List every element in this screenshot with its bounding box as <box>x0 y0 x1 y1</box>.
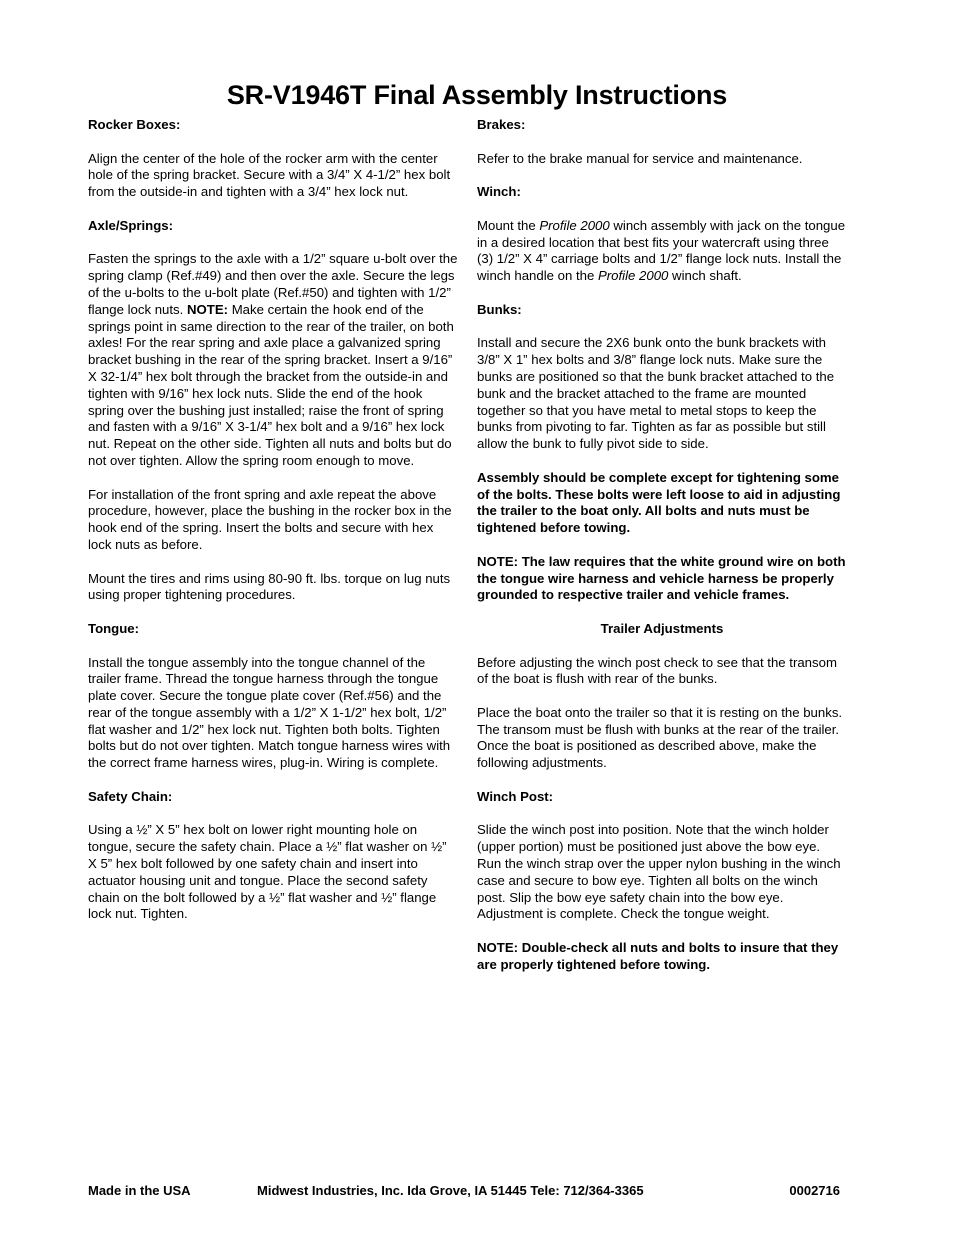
bunks-heading: Bunks: <box>477 301 522 317</box>
trailer-adjustments-heading: Trailer Adjustments <box>600 620 724 636</box>
tongue-text: Install the tongue assembly into the tongue channel of the trailer frame. Thread the tongue harness through the tongue plate cover. Secure the tongue plate cover (Ref.#56) and the rear of the tongue assembly with a 1/2” X 1-1/2” hex bolt, 1/2” flat washer and 1/2” hex lock nut. Tighten both bolts. Tighten bolts but do not over tighten. Match tongue harness wires with the correct frame harness wires, plug-in. Wiring is complete. <box>88 654 451 771</box>
safety-chain-text: Using a ½” X 5” hex bolt on lower right mounting hole on tongue, secure the safety chain. Place a ½” flat washer on ½” X 5” hex bolt followed by one safety chain and insert into actuator housing unit and tongue. Place the second safety chain on the bolt followed by a ½” flat washer and ½” flange lock nut. Tighten. <box>88 822 447 922</box>
winch-text-part-a: Mount the <box>477 217 536 233</box>
winch-model-name: Profile 2000 <box>539 217 610 233</box>
axle-note-label: NOTE: <box>186 301 229 317</box>
brakes-text: Refer to the brake manual for service and maintenance. <box>477 150 803 166</box>
adjustments-text-2: Place the boat onto the trailer so that it is resting on the bunks. The transom must be flush with bunks at the rear of the trailer. Once the boat is positioned as described above, make the following adjustments. <box>477 704 843 771</box>
axle-springs-text <box>88 251 458 469</box>
assembly-note: Assembly should be complete except for tightening some of the bolts. These bolts were left loose to aid in adjusting the trailer to the boat only. All bolts and nuts must be tightened before towing. <box>477 469 841 536</box>
adjustments-text-1: Before adjusting the winch post check to see that the transom of the boat is flush with rear of the bunks. <box>477 654 837 687</box>
final-note: NOTE: Double-check all nuts and bolts to insure that they are properly tightened before towing. <box>477 940 839 972</box>
left-column <box>88 117 458 940</box>
document-code: 0002716 <box>789 1183 840 1198</box>
made-in-usa: Made in the USA <box>88 1183 191 1198</box>
rocker-boxes-heading: Rocker Boxes: <box>88 117 181 132</box>
ground-wire-note: NOTE: The law requires that the white ground wire on both the tongue wire harness and vehicle harness be properly grounded to respective trailer and vehicle frames. <box>477 553 846 603</box>
front-spring-text: For installation of the front spring and axle repeat the above procedure, however, place the bushing in the rocker box in the hook end of the spring. Insert the bolts and secure with hex lock nuts as before. <box>88 486 452 552</box>
page-title: SR-V1946T Final Assembly Instructions <box>226 80 728 110</box>
winch-text <box>477 218 847 285</box>
axle-text-part-b: Make certain the hook end of the springs point in same direction to the rear of the trailer, on both axles! For the rear spring and axle place a galvanized spring bracket bushing in the rear of the spring bracket. Insert a 9/16” X 32-1/4” hex bolt through the bracket from the outside-in and tighten with 9/16” hex lock nuts. Slide the end of the hook spring over the bushing just installed; raise the front of spring and fasten with a 9/16” X 3-1/4” hex bolt and a 9/16” hex lock nut. Repeat on the other side. Tighten all nuts and bolts but do not over tighten. Allow the spring room enough to move. <box>88 301 454 468</box>
winch-text-part-b: winch assembly with jack on the tongue in a desired location that best fits your watercraft using three (3) 1/2” X 4” carriage bolts and 1/2” flange lock nuts. Install the winch handle on the <box>477 217 846 284</box>
safety-chain-heading: Safety Chain: <box>88 788 173 804</box>
axle-text-part-a: Fasten the springs to the axle with a 1/2” square u-bolt over the spring clamp (Ref.#49) and then over the axle. Secure the legs of the u-bolts to the u-bolt plate (Ref.#50) and tighten with 1/2” flange lock nuts. <box>88 251 458 317</box>
winch-text-part-c: winch shaft. <box>672 268 742 284</box>
brakes-heading: Brakes: <box>477 117 526 132</box>
winch-model-name-2: Profile 2000 <box>597 268 669 284</box>
tongue-heading: Tongue: <box>88 620 140 636</box>
winch-post-heading: Winch Post: <box>477 788 554 804</box>
tires-text: Mount the tires and rims using 80-90 ft. lbs. torque on lug nuts using proper tightening procedures. <box>88 570 451 603</box>
winch-heading: Winch: <box>477 184 521 200</box>
axle-springs-heading: Axle/Springs: <box>88 217 174 233</box>
company-info: Midwest Industries, Inc. Ida Grove, IA 51445 Tele: 712/364-3365 <box>257 1183 644 1198</box>
right-column <box>477 117 847 990</box>
winch-post-text: Slide the winch post into position. Note that the winch holder (upper portion) must be positioned just above the bow eye. Run the winch strap over the upper nylon bushing in the winch case and secure to bow eye. Tighten all bolts on the winch post. Slip the bow eye safety chain into the bow eye. Adjustment is complete. Check the tongue weight. <box>477 822 841 922</box>
bunks-text: Install and secure the 2X6 bunk onto the bunk brackets with 3/8” X 1” hex bolts and 3/8” flange lock nuts. Make sure the bunks are positioned so that the bunk bracket attached to the bunk and the bracket attached to the frame are mounted together so that you have metal to metal stops to keep the bunks from pivoting to far. Tighten as far as possible but still allow the bunk to fully pivot side to side. <box>477 335 835 452</box>
rocker-boxes-text: Align the center of the hole of the rocker arm with the center hole of the spring bracket. Secure with a 3/4” X 4-1/2” hex bolt from the outside-in and tighten with a 3/4” hex lock nut. <box>88 150 451 200</box>
